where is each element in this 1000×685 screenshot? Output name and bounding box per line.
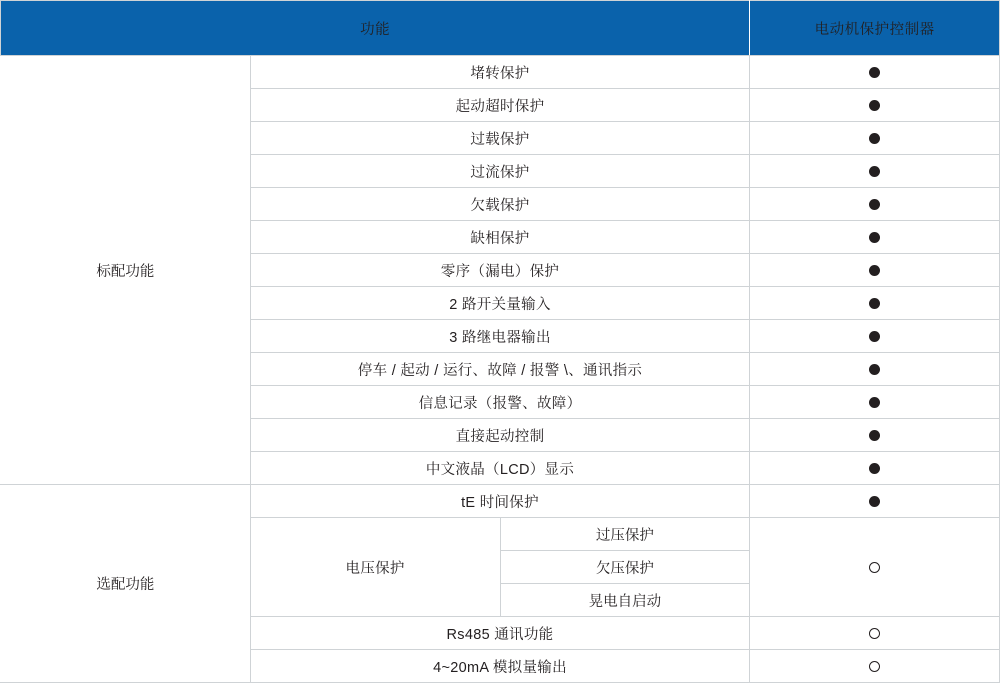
filled-dot-icon [869,463,880,474]
function-subitem: 过压保护 [500,518,750,551]
filled-dot-icon [869,364,880,375]
function-item: 过载保护 [250,122,750,155]
function-item: 电压保护 [250,518,500,617]
function-item: 缺相保护 [250,221,750,254]
function-subitem: 欠压保护 [500,551,750,584]
filled-dot-icon [869,100,880,111]
filled-dot-icon [869,133,880,144]
function-item: 中文液晶（LCD）显示 [250,452,750,485]
function-item: 过流保护 [250,155,750,188]
filled-dot-icon [869,232,880,243]
support-mark [750,188,1000,221]
open-dot-icon [869,562,880,573]
support-mark [750,419,1000,452]
function-item: 零序（漏电）保护 [250,254,750,287]
header-function: 功能 [1,1,750,56]
header-product: 电动机保护控制器 [750,1,1000,56]
filled-dot-icon [869,166,880,177]
filled-dot-icon [869,331,880,342]
support-mark [750,353,1000,386]
table-row [1,56,1000,89]
support-mark [750,89,1000,122]
support-mark [750,287,1000,320]
open-dot-icon [869,628,880,639]
support-mark [750,155,1000,188]
support-mark [750,56,1000,89]
filled-dot-icon [869,67,880,78]
open-dot-icon [869,661,880,672]
support-mark [750,518,1000,617]
function-item: Rs485 通讯功能 [250,617,750,650]
function-item: 欠载保护 [250,188,750,221]
filled-dot-icon [869,430,880,441]
group-label-optional: 选配功能 [1,485,251,683]
table-body [1,56,1000,683]
filled-dot-icon [869,298,880,309]
function-item: 停车 / 起动 / 运行、故障 / 报警 \、通讯指示 [250,353,750,386]
support-mark [750,617,1000,650]
filled-dot-icon [869,496,880,507]
support-mark [750,650,1000,683]
support-mark [750,254,1000,287]
header-row [1,1,1000,56]
support-mark [750,452,1000,485]
support-mark [750,386,1000,419]
function-subitem: 晃电自启动 [500,584,750,617]
support-mark [750,122,1000,155]
filled-dot-icon [869,265,880,276]
function-item: 起动超时保护 [250,89,750,122]
table-row [1,485,1000,518]
filled-dot-icon [869,397,880,408]
filled-dot-icon [869,199,880,210]
function-item: 2 路开关量输入 [250,287,750,320]
function-item: 3 路继电器输出 [250,320,750,353]
support-mark [750,320,1000,353]
support-mark [750,221,1000,254]
function-item: 信息记录（报警、故障） [250,386,750,419]
function-item: tE 时间保护 [250,485,750,518]
function-item: 4~20mA 模拟量输出 [250,650,750,683]
group-label-standard: 标配功能 [1,56,251,485]
function-item: 堵转保护 [250,56,750,89]
function-item: 直接起动控制 [250,419,750,452]
table-header [1,1,1000,56]
support-mark [750,485,1000,518]
